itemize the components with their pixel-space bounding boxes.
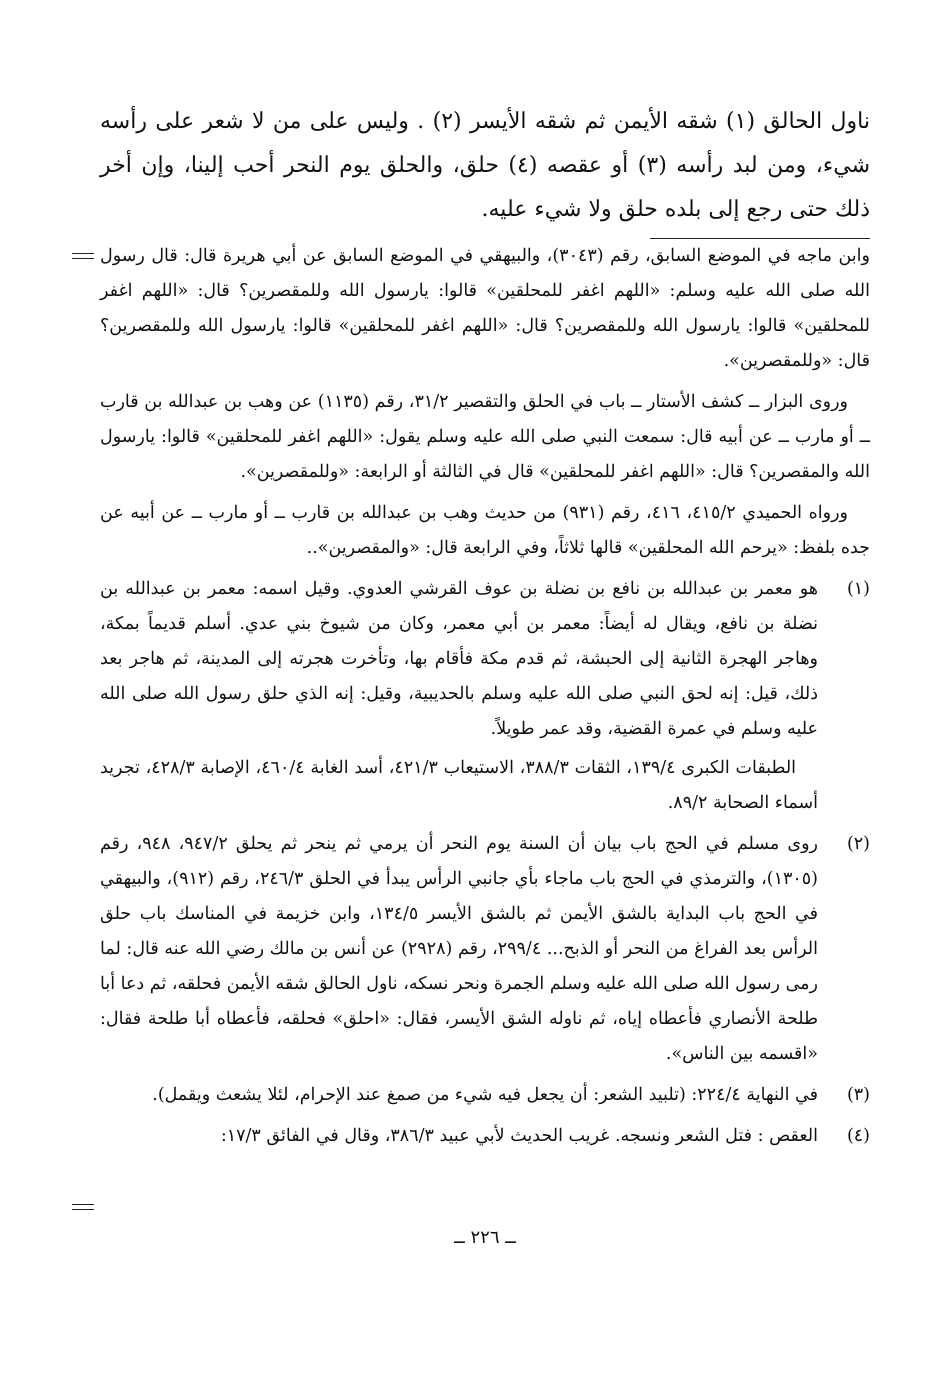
main-text: ناول الحالق (١) شقه الأيمن ثم شقه الأيسر (٢) . وليس على من لا شعر على رأسه شيء، ومن لبد رأسه (٣) أو عقصه (٤) حلق، والحلق يوم النحر أحب إلينا، وإن أخر ذلك حتى رجع إلى بلده حلق ولا شيء عليه. — [100, 109, 870, 222]
footnote-4 — [100, 1119, 870, 1158]
continued-footnote — [100, 239, 870, 566]
footnote-paragraph: روى مسلم في الحج باب بيان أن السنة يوم النحر أن يرمي ثم ينحر ثم يحلق ٩٤٧/٢، ٩٤٨، رقم (١٣٠٥)، والترمذي في الحج باب ماجاء بأي جانبي الرأس يبدأ في الحلق ٢٤٦/٣، رقم (٩١٢)، والبيهقي في الحج باب البداية بالشق الأيمن ثم بالشق الأيسر ١٣٤/٥، وابن خزيمة في المناسك باب حلق الرأس بعد الفراغ من النحر أو الذبح... ٢٩٩/٤، رقم (٢٩٢٨) عن أنس بن مالك رضي الله عنه قال: لما رمى رسول الله صلى الله عليه وسلم الجمرة ونحر نسكه، ناول الحالق شقه الأيمن فحلقه، ثم دعا أبا طلحة الأنصاري فأعطاه إياه، ثم ناوله الشق الأيسر، فقال: «احلق» فحلقه، فأعطاه أبا طلحة فقال: «اقسمه بين الناس». — [100, 834, 819, 1064]
footnote-paragraph: ورواه الحميدي ٤١٥/٢، ٤١٦، رقم (٩٣١) من حديث وهب بن عبدالله بن قارب ــ أو مارب ــ عن أبيه عن جده بلفظ: «يرحم الله المحلقين» قالها ثلاثاً، وفي الرابعة قال: «والمقصرين».. — [100, 503, 870, 558]
footnote-paragraph: هو معمر بن عبدالله بن نافع بن نضلة بن عوف القرشي العدوي. وقيل اسمه: معمر بن عبدالله بن نضلة بن نافع، ويقال له أيضاً: معمر بن أبي معمر، وكان من شيوخ بني عدي. أسلم قديماً بمكة، وهاجر الهجرة الثانية إلى الحبشة، ثم قدم مكة فأقام بها، وتأخرت هجرته إلى المدينة، ثم هاجر بعد ذلك، قيل: إنه لحق النبي صلى الله عليه وسلم بالحديبية، وقيل: إنه الذي حلق رسول الله صلى الله عليه وسلم في عمرة القضية، وقد عمر طويلاً. — [100, 579, 818, 739]
footnote-paragraph: في النهاية ٢٢٤/٤: (تلبيد الشعر: أن يجعل فيه شيء من صمغ عند الإحرام، لئلا يشعث ويقمل). — [152, 1085, 818, 1105]
page-number: ــ ٢٢٦ ــ — [454, 1227, 516, 1248]
footnote-3 — [100, 1078, 870, 1117]
footnote-paragraph: وابن ماجه في الموضع السابق، رقم (٣٠٤٣)، والبيهقي في الموضع السابق عن أبي هريرة قال: قال رسول الله صلى الله عليه وسلم: «اللهم اغفر للمحلقين» قالوا: يارسول الله وللمقصرين؟ قال: «اللهم اغفر للمحلقين» قالوا: يارسول الله وللمقصرين؟ قال: «اللهم اغفر للمحلقين» قالوا: يارسول الله وللمقصرين؟ قال: «وللمقصرين». — [100, 246, 870, 371]
footnotes — [100, 239, 870, 1158]
footnote-body — [100, 1119, 818, 1158]
footnote-paragraph: الطبقات الكبرى ١٣٩/٤، الثقات ٣٨٨/٣، الاستيعاب ٤٢١/٣، أسد الغابة ٤٦٠/٤، الإصابة ٤٢٨/٣، تجريد أسماء الصحابة ٨٩/٢. — [100, 758, 818, 813]
footnote-number: (١) — [846, 579, 870, 599]
footnote-number: (٣) — [846, 1085, 870, 1105]
footnote-2 — [100, 827, 870, 1076]
footnote-number: (٤) — [846, 1126, 870, 1146]
footnote-number: (٢) — [846, 834, 870, 854]
footnote-body — [100, 1078, 818, 1117]
continuation-mark — [72, 253, 94, 263]
footnote-body — [100, 572, 818, 825]
footnote-paragraph: العقص : فتل الشعر ونسجه. غريب الحديث لأبي عبيد ٣٨٦/٣، وقال في الفائق ١٧/٣: — [220, 1126, 818, 1146]
footnote-paragraph: وروى البزار ــ كشف الأستار ــ باب في الحلق والتقصير ٣١/٢، رقم (١١٣٥) عن وهب بن عبدالله بن قارب ــ أو مارب ــ عن أبيه قال: سمعت النبي صلى الله عليه وسلم يقول: «اللهم اغفر للمحلقين» قالوا: يارسول الله والمقصرين؟ قال: «اللهم اغفر للمحلقين» قال في الثالثة أو الرابعة: «وللمقصرين». — [100, 392, 870, 482]
page — [100, 100, 870, 1260]
footnote-body — [100, 827, 818, 1076]
footnote-continues-mark — [72, 1204, 94, 1214]
footnote-1 — [100, 572, 870, 825]
